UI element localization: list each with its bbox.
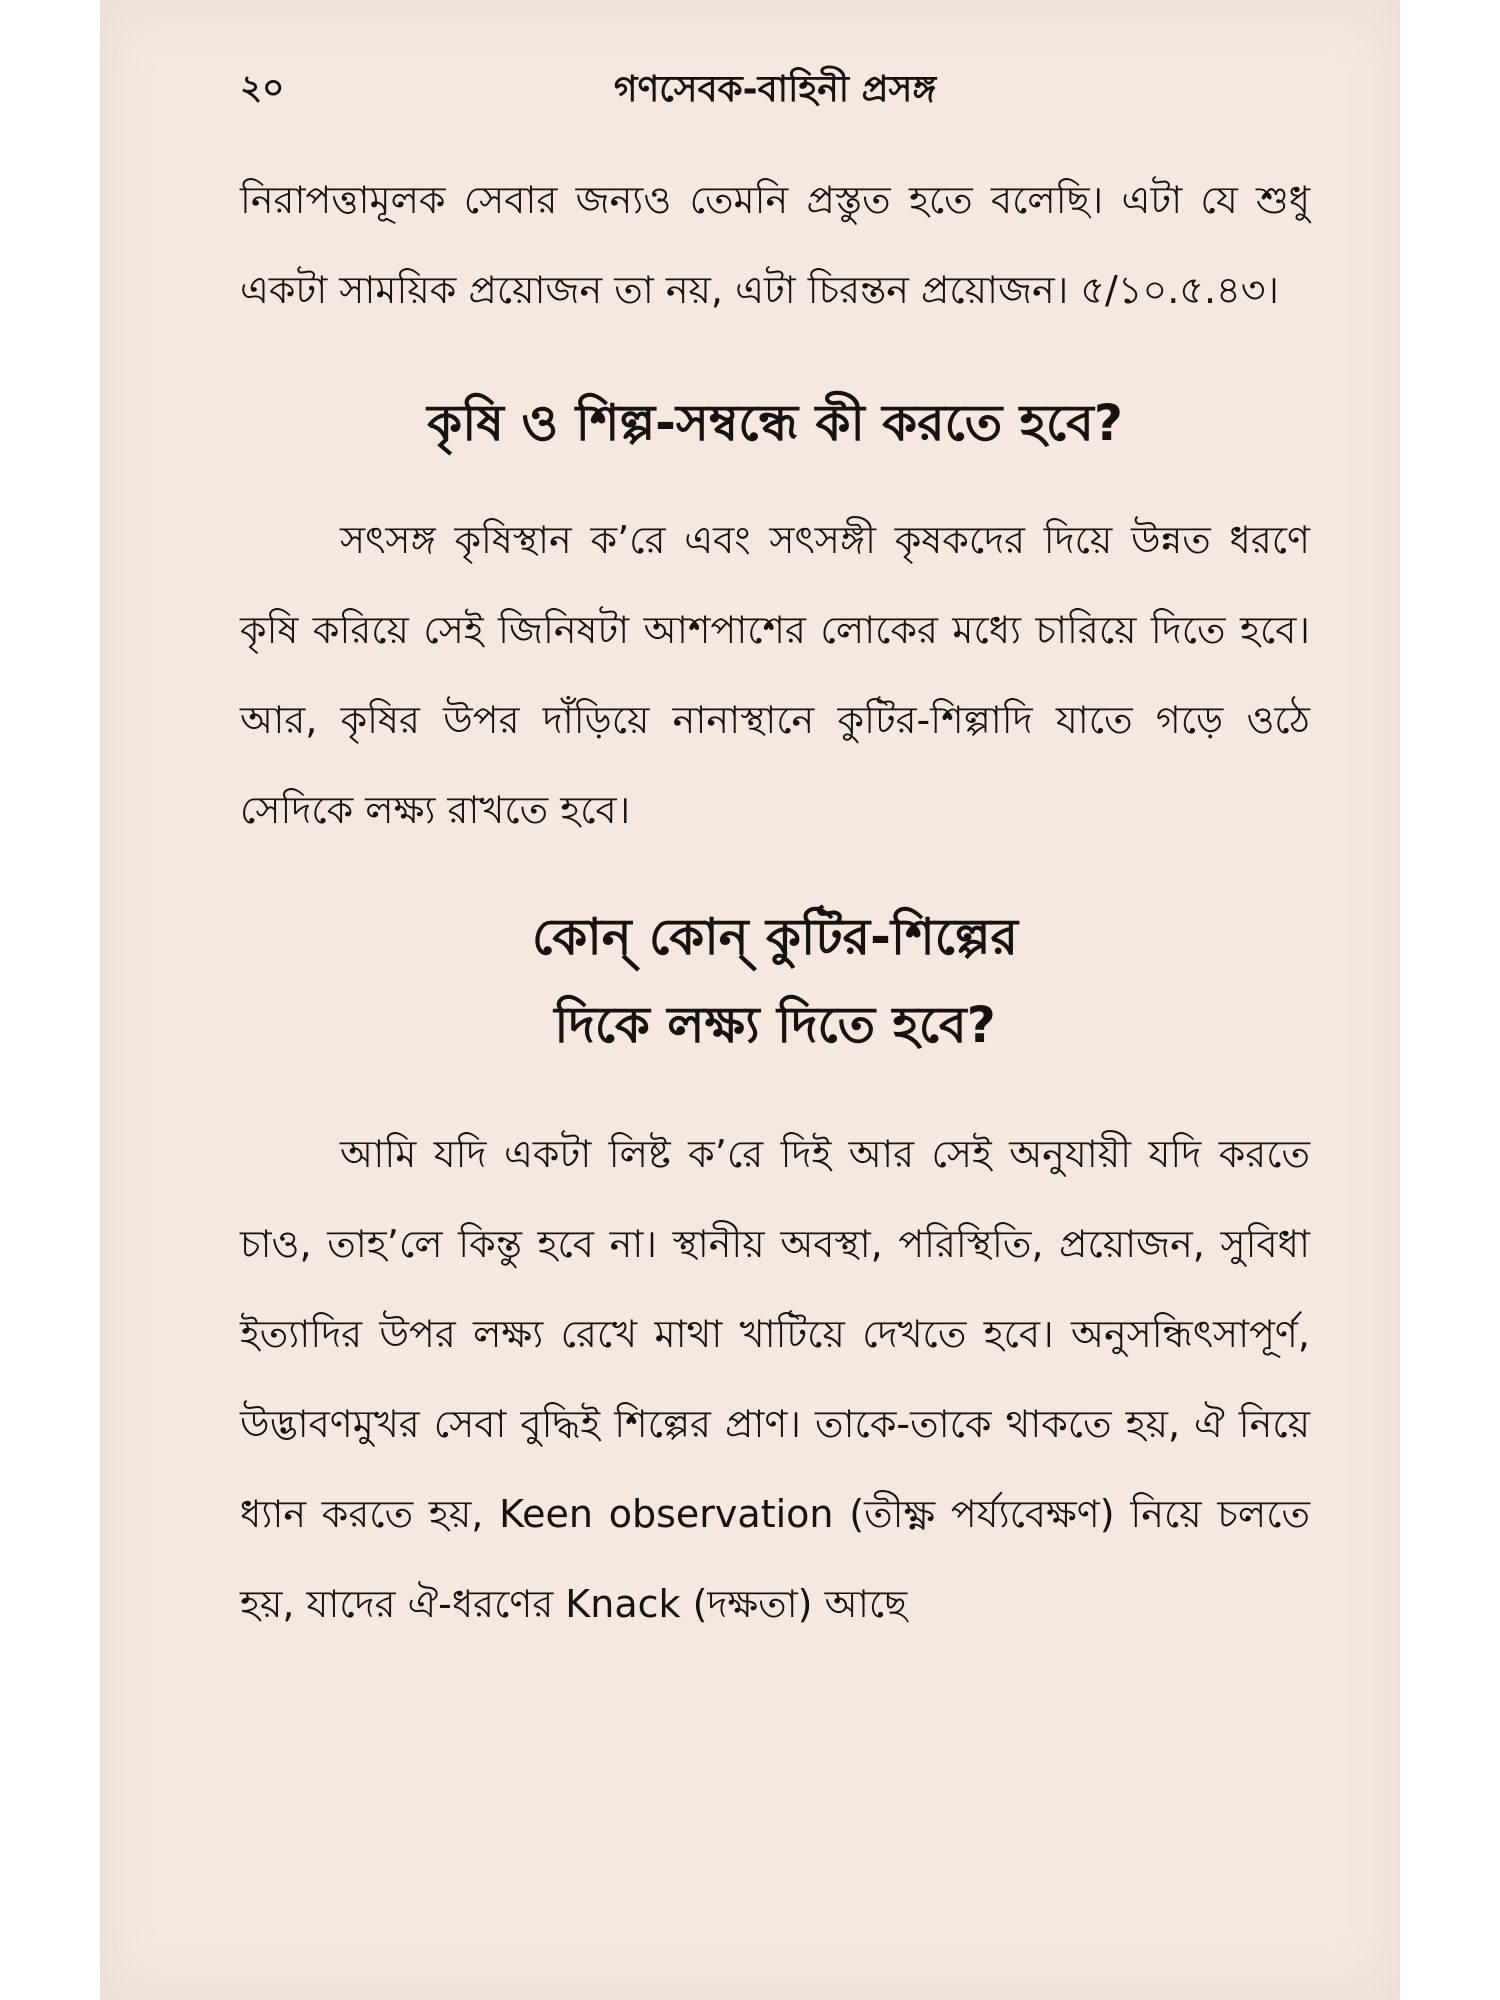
paragraph-agriculture: সৎসঙ্গ কৃষিস্থান ক’রে এবং সৎসঙ্গী কৃষকদের দিয়ে উন্নত ধরণে কৃষি করিয়ে সেই জিনিষটা আশপাশের লোকের মধ্যে চারিয়ে দিতে হবে। আর, কৃষির উপর দাঁড়িয়ে নানাস্থানে কুটির-শিল্পাদি যাতে গড়ে ওঠে সেদিকে লক্ষ্য রাখতে হবে। <box>240 518 1310 832</box>
section-heading-agriculture-industry: কৃষি ও শিল্প-সম্বন্ধে কী করতে হবে? <box>427 394 1123 452</box>
book-page <box>100 0 1400 2000</box>
heading-line-1: কোন্ কোন্ কুটির-শিল্পের <box>532 908 1018 966</box>
running-title: গণসেবক-বাহিনী প্রসঙ্গ <box>613 69 937 110</box>
page-number: ২০ <box>240 68 285 108</box>
page-content <box>240 155 1310 1649</box>
section-heading-cottage-industries <box>240 893 1310 1069</box>
page-header <box>240 62 1310 122</box>
heading-line-2: দিকে লক্ষ্য দিতে হবে? <box>554 996 996 1054</box>
paragraph-continuation: নিরাপত্তামূলক সেবার জন্যও তেমনি প্রস্তুত হতে বলেছি। এটা যে শুধু একটা সাময়িক প্রয়োজন তা নয়, এটা চিরন্তন প্রয়োজন। ৫/১০.৫.৪৩। <box>240 178 1310 312</box>
paragraph-cottage-industries: আমি যদি একটা লিষ্ট ক’রে দিই আর সেই অনুযায়ী যদি করতে চাও, তাহ’লে কিন্তু হবে না। স্থানীয় অবস্থা, পরিস্থিতি, প্রয়োজন, সুবিধা ইত্যাদির উপর লক্ষ্য রেখে মাথা খাটিয়ে দেখতে হবে। অনুসন্ধিৎসাপূর্ণ, উদ্ভাবণমুখর সেবা বুদ্ধিই শিল্পের প্রাণ। তাকে-তাকে থাকতে হয়, ঐ নিয়ে ধ্যান করতে হয়, Keen observation (তীক্ষ্ণ পর্য্যবেক্ষণ) নিয়ে চলতে হয়, যাদের ঐ-ধরণের Knack (দক্ষতা) আছে <box>240 1132 1310 1626</box>
